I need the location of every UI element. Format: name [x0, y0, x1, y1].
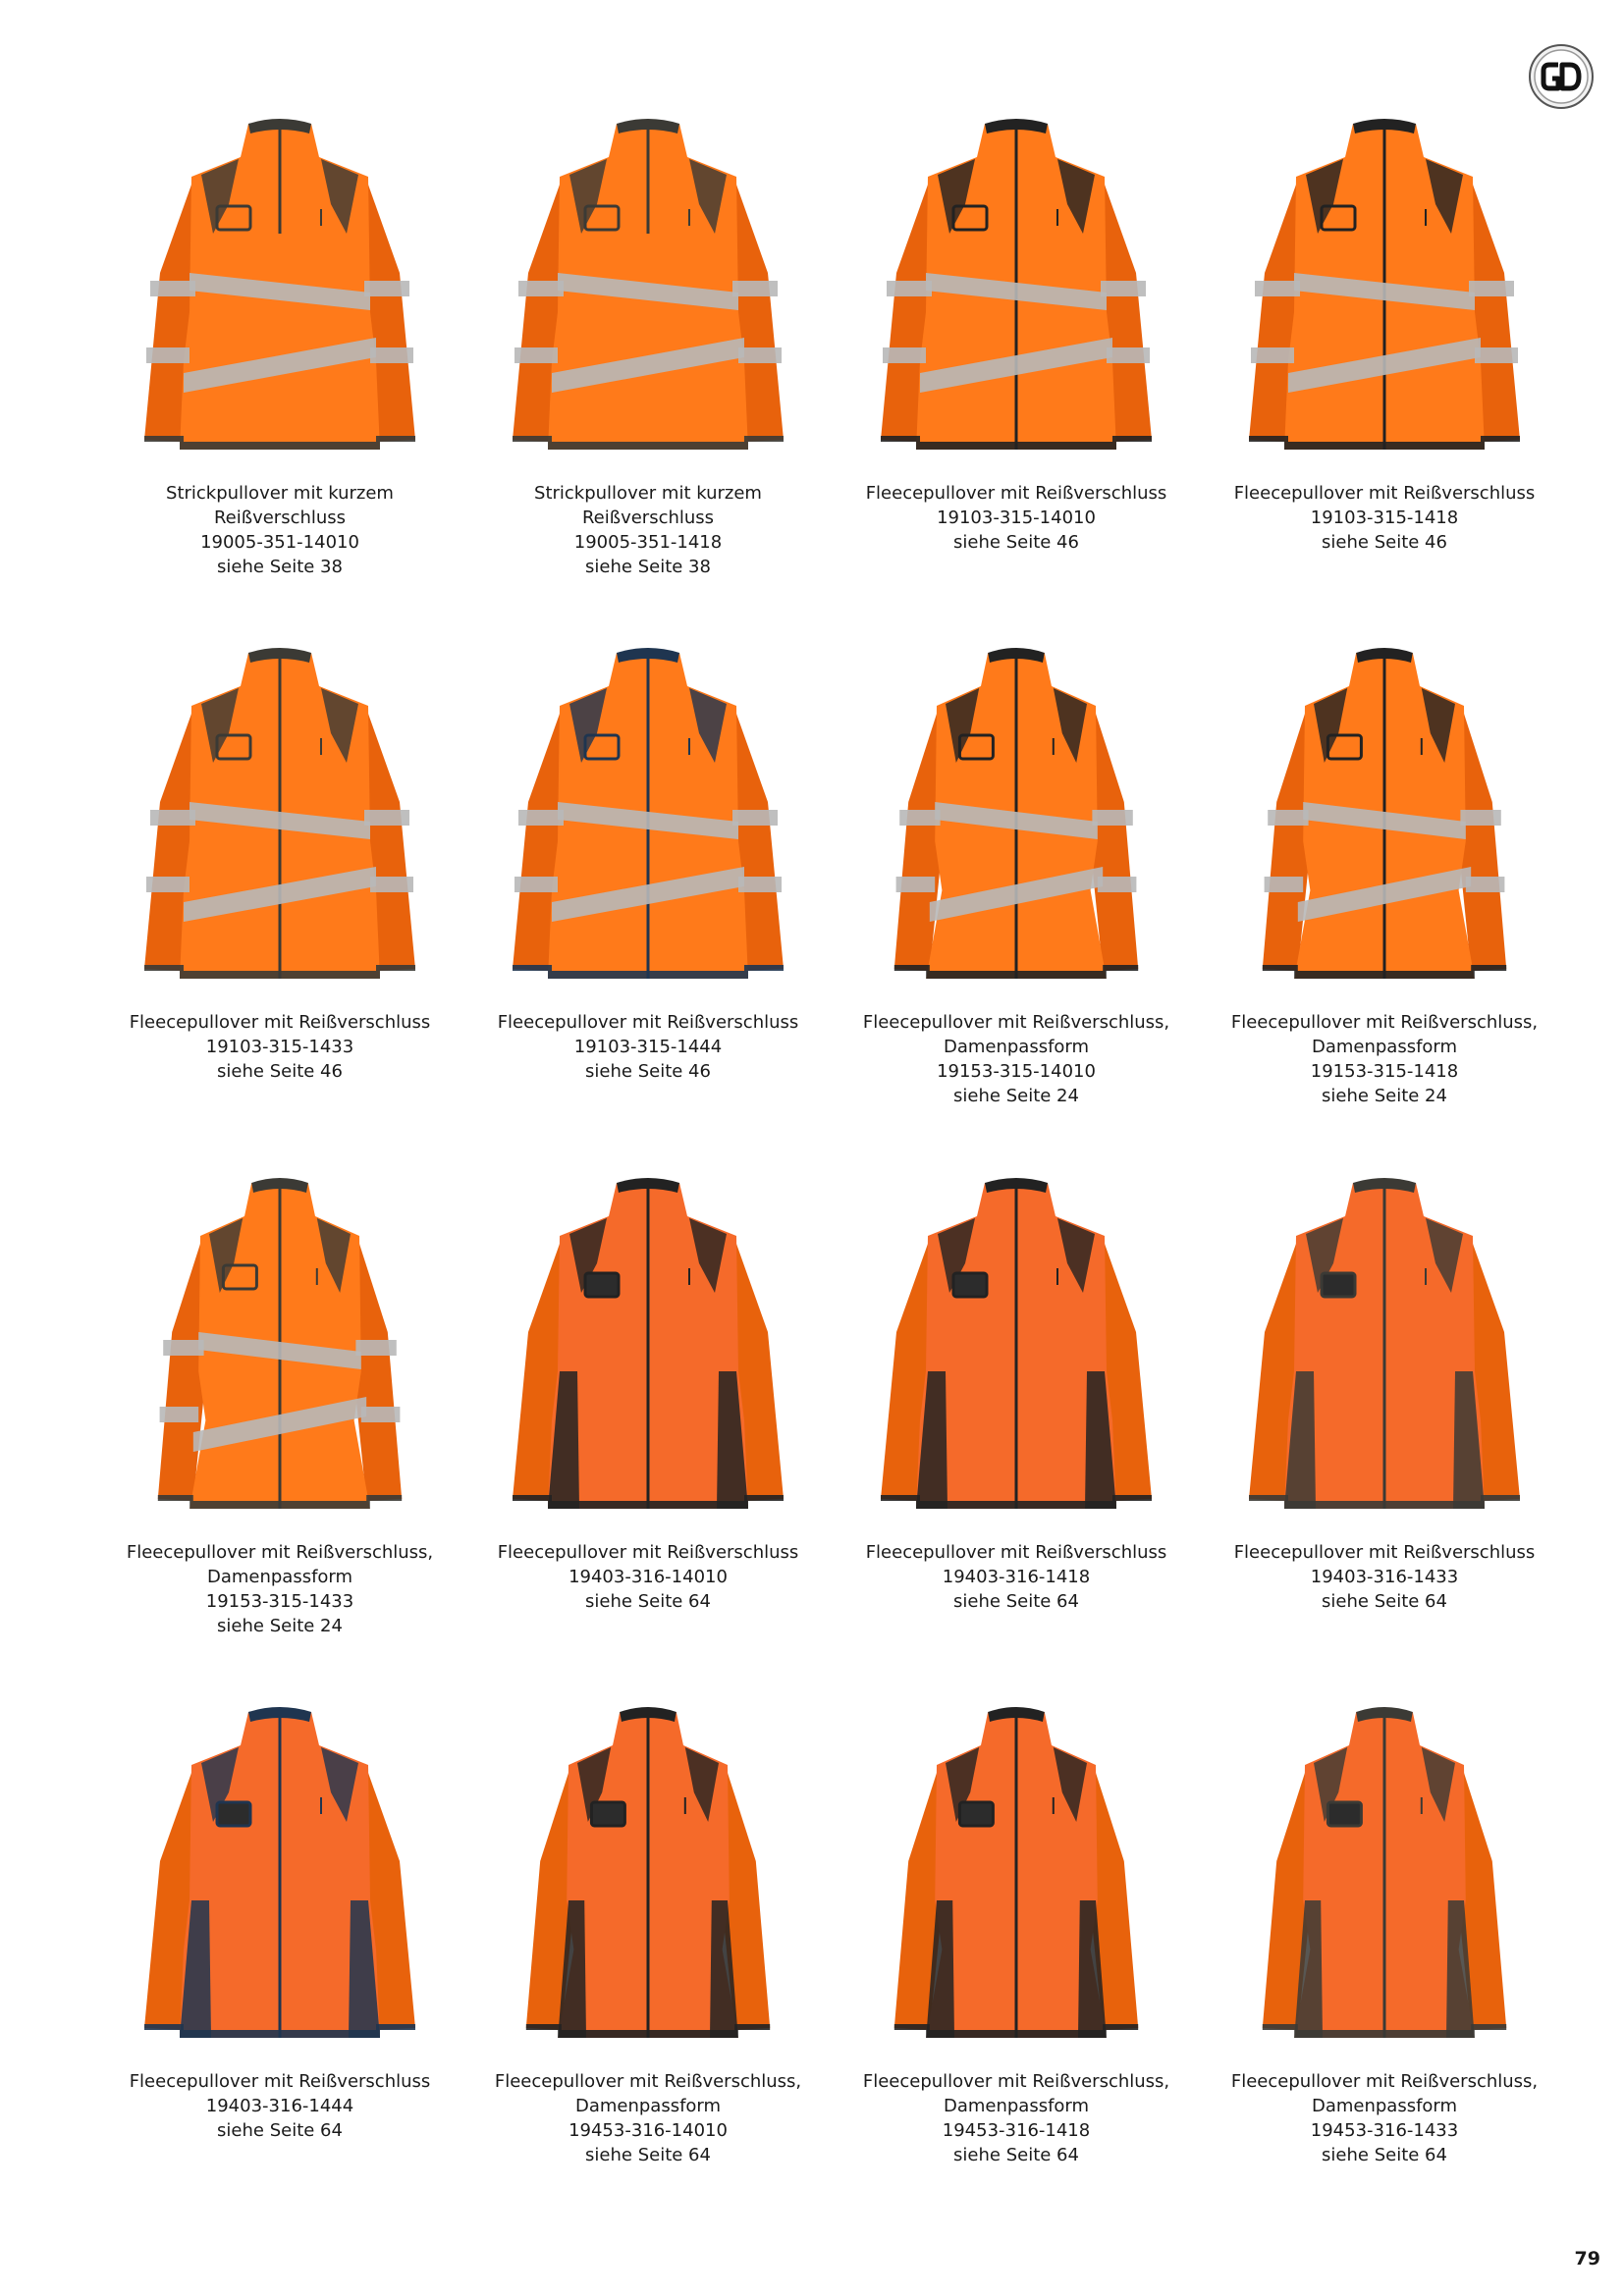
melange-fleece-jacket-icon: [859, 1175, 1173, 1528]
caption-line: 19453-316-1433: [1310, 2120, 1459, 2141]
caption-line: Fleecepullover mit Reißverschluss: [497, 1012, 799, 1033]
melange-fleece-jacket-icon: [491, 1175, 805, 1528]
fleece-jacket-icon: [1227, 116, 1542, 469]
caption-line: 19403-316-1433: [1310, 1567, 1459, 1587]
product-caption: [1208, 481, 1561, 555]
melange-fleece-jacket-ladies-icon: [1227, 1704, 1542, 2057]
caption-line: Fleecepullover mit Reißverschluss: [865, 483, 1167, 504]
caption-line: 19153-315-1433: [205, 1591, 354, 1612]
caption-line: 19103-315-1433: [205, 1037, 354, 1057]
knit-sweater-zip-icon: [123, 116, 437, 469]
caption-line: 19103-315-1444: [573, 1037, 723, 1057]
knit-sweater-zip-icon: [491, 116, 805, 469]
caption-line: 19453-316-1418: [942, 2120, 1091, 2141]
caption-line: Damenpassform: [943, 2096, 1090, 2116]
product-caption: [471, 2069, 825, 2167]
caption-line: siehe Seite 64: [585, 1591, 711, 1612]
product-caption: [839, 1010, 1193, 1108]
caption-line: 19005-351-14010: [200, 532, 359, 553]
caption-line: Fleecepullover mit Reißverschluss,: [126, 1542, 434, 1563]
caption-line: Fleecepullover mit Reißverschluss: [497, 1542, 799, 1563]
caption-line: siehe Seite 64: [953, 1591, 1079, 1612]
caption-line: siehe Seite 24: [217, 1616, 343, 1636]
caption-line: Fleecepullover mit Reißverschluss,: [862, 2071, 1170, 2092]
product-caption: [103, 1010, 457, 1084]
melange-fleece-jacket-icon: [1227, 1175, 1542, 1528]
caption-line: Strickpullover mit kurzem: [166, 483, 394, 504]
caption-line: Damenpassform: [1311, 2096, 1458, 2116]
fleece-jacket-ladies-icon: [859, 645, 1173, 998]
caption-line: Fleecepullover mit Reißverschluss: [865, 1542, 1167, 1563]
caption-line: 19103-315-1418: [1310, 507, 1459, 528]
caption-line: Fleecepullover mit Reißverschluss,: [494, 2071, 802, 2092]
caption-line: 19453-316-14010: [568, 2120, 728, 2141]
fleece-jacket-icon: [491, 645, 805, 998]
caption-line: siehe Seite 64: [217, 2120, 343, 2141]
caption-line: 19403-316-1418: [942, 1567, 1091, 1587]
caption-line: Strickpullover mit kurzem: [534, 483, 762, 504]
caption-line: siehe Seite 46: [217, 1061, 343, 1082]
caption-line: siehe Seite 64: [1322, 2145, 1447, 2165]
caption-line: siehe Seite 38: [585, 557, 711, 577]
product-caption: [103, 481, 457, 579]
caption-line: siehe Seite 64: [585, 2145, 711, 2165]
page-number: 79: [1574, 2248, 1600, 2269]
caption-line: Reißverschluss: [581, 507, 715, 528]
caption-line: Fleecepullover mit Reißverschluss: [1233, 483, 1536, 504]
product-caption: [839, 481, 1193, 555]
product-caption: [839, 2069, 1193, 2167]
product-caption: [1208, 1540, 1561, 1614]
caption-line: Damenpassform: [574, 2096, 722, 2116]
caption-line: siehe Seite 46: [585, 1061, 711, 1082]
caption-line: Fleecepullover mit Reißverschluss: [1233, 1542, 1536, 1563]
melange-fleece-jacket-ladies-icon: [491, 1704, 805, 2057]
product-caption: [471, 481, 825, 579]
caption-line: 19153-315-1418: [1310, 1061, 1459, 1082]
product-caption: [103, 1540, 457, 1638]
caption-line: Damenpassform: [943, 1037, 1090, 1057]
caption-line: Fleecepullover mit Reißverschluss: [129, 1012, 431, 1033]
caption-line: siehe Seite 64: [953, 2145, 1079, 2165]
product-caption: [1208, 1010, 1561, 1108]
melange-fleece-jacket-ladies-icon: [859, 1704, 1173, 2057]
caption-line: siehe Seite 46: [953, 532, 1079, 553]
caption-line: Fleecepullover mit Reißverschluss,: [862, 1012, 1170, 1033]
caption-line: 19403-316-14010: [568, 1567, 728, 1587]
product-caption: [471, 1540, 825, 1614]
product-caption: [471, 1010, 825, 1084]
caption-line: 19153-315-14010: [937, 1061, 1096, 1082]
caption-line: Fleecepullover mit Reißverschluss,: [1230, 2071, 1539, 2092]
caption-line: Fleecepullover mit Reißverschluss: [129, 2071, 431, 2092]
caption-line: Damenpassform: [206, 1567, 353, 1587]
melange-fleece-jacket-icon: [123, 1704, 437, 2057]
caption-line: siehe Seite 38: [217, 557, 343, 577]
caption-line: siehe Seite 46: [1322, 532, 1447, 553]
product-caption: [839, 1540, 1193, 1614]
product-caption: [103, 2069, 457, 2143]
caption-line: siehe Seite 64: [1322, 1591, 1447, 1612]
fleece-jacket-ladies-icon: [1227, 645, 1542, 998]
caption-line: 19005-351-1418: [573, 532, 723, 553]
fleece-jacket-icon: [859, 116, 1173, 469]
fleece-jacket-icon: [123, 645, 437, 998]
caption-line: 19403-316-1444: [205, 2096, 354, 2116]
caption-line: Fleecepullover mit Reißverschluss,: [1230, 1012, 1539, 1033]
caption-line: siehe Seite 24: [953, 1086, 1079, 1106]
caption-line: 19103-315-14010: [937, 507, 1096, 528]
caption-line: siehe Seite 24: [1322, 1086, 1447, 1106]
caption-line: Damenpassform: [1311, 1037, 1458, 1057]
product-caption: [1208, 2069, 1561, 2167]
fleece-jacket-ladies-icon: [123, 1175, 437, 1528]
caption-line: Reißverschluss: [213, 507, 347, 528]
